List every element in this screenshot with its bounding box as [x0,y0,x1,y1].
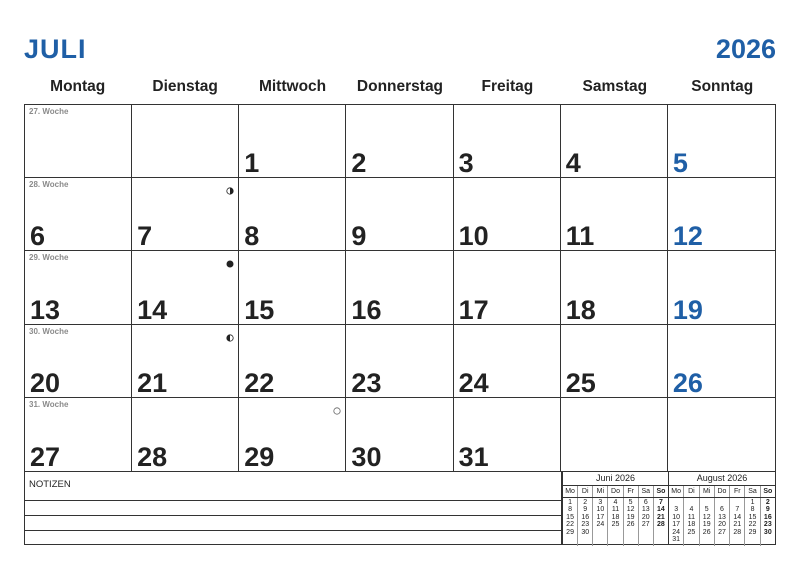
mini-day: 22 [748,521,757,529]
day-cell[interactable] [561,105,668,178]
mini-column [730,498,745,546]
day-number: 25 [565,367,596,398]
mini-day: 29 [566,528,574,536]
mini-weekday: Di [684,486,699,497]
mini-day: 2 [583,499,588,506]
day-number: 24 [458,367,489,398]
mini-day: 21 [733,521,742,529]
mini-day: 10 [596,506,605,514]
mini-day [715,499,729,506]
notes-line [25,515,561,516]
weekday-0: Montag [50,78,106,95]
last-quarter-moon-icon [226,329,234,337]
mini-weekday: Mi [593,486,608,497]
mini-day: 16 [763,513,772,521]
mini-day: 25 [611,521,620,529]
week-number-label: 30. Woche [29,326,69,336]
mini-column [700,498,715,546]
month-title: JULI [24,34,87,64]
day-number: 4 [565,148,581,179]
mini-weekday: Mo [669,486,684,497]
day-cell[interactable] [25,251,132,324]
day-number: 13 [30,294,61,325]
day-number: 26 [672,367,703,398]
mini-day [624,529,638,536]
day-cell[interactable] [25,105,132,178]
week-number-label: 31. Woche [29,399,69,409]
day-cell[interactable] [561,325,668,398]
weekday-3: Donnerstag [356,78,444,95]
mini-day [700,536,714,543]
notes-area [24,471,562,545]
mini-weekday: So [656,488,666,495]
day-number: 16 [351,294,382,325]
mini-day: 26 [626,521,635,529]
mini-day [730,536,744,543]
day-cell[interactable] [454,325,561,398]
mini-day [593,529,607,536]
mini-day: 12 [702,513,711,521]
day-cell[interactable] [454,178,561,251]
day-cell[interactable] [25,325,132,398]
mini-day: 8 [750,506,755,514]
day-number: 17 [458,294,489,325]
mini-day: 11 [611,506,620,514]
full-moon-icon [333,402,341,410]
day-cell[interactable] [561,178,668,251]
day-number: 15 [244,294,275,325]
mini-day: 11 [687,513,696,521]
day-cell[interactable] [561,398,668,471]
mini-day: 3 [598,499,603,506]
mini-day: 18 [687,521,696,529]
day-cell[interactable] [239,398,346,471]
mini-day: 15 [748,513,757,521]
mini-day [745,536,759,543]
mini-day [608,529,622,536]
mini-day: 10 [672,513,681,521]
mini-day: 6 [720,506,724,514]
weekday-4: Freitag [481,78,534,95]
day-number: 7 [137,221,153,252]
day-number: 12 [672,221,703,252]
day-cell[interactable] [346,325,453,398]
weekday-2: Mittwoch [258,78,327,95]
day-number: 28 [137,441,168,472]
weekday-5: Samstag [582,78,648,95]
day-number: 20 [30,367,61,398]
notes-label: NOTIZEN [29,479,71,490]
day-cell[interactable] [25,178,132,251]
mini-column [654,498,668,546]
day-cell[interactable] [346,178,453,251]
day-number: 21 [137,367,168,398]
mini-calendar-body [563,498,668,546]
mini-calendar-june [562,471,669,545]
weekday-6: Sonntag [691,78,754,95]
day-cell[interactable] [132,398,239,471]
day-cell[interactable] [239,105,346,178]
mini-column [639,498,654,546]
mini-weekday: Fr [624,486,639,497]
mini-day: 7 [658,499,663,506]
mini-weekday: Mi [700,486,715,497]
day-number: 30 [351,441,382,472]
year-title: 2026 [715,34,776,64]
mini-day: 13 [641,506,650,514]
mini-calendar-header [563,486,668,498]
mini-calendar-title: Juni 2026 [563,472,668,486]
mini-calendar-august [668,471,776,545]
mini-day: 18 [611,513,620,521]
day-number: 27 [30,441,61,472]
mini-calendar-header [669,486,775,498]
mini-day: 17 [672,521,681,529]
mini-day: 26 [702,528,711,536]
day-cell[interactable] [132,251,239,324]
mini-column [563,498,578,546]
day-cell[interactable] [668,105,775,178]
weekday-1: Dienstag [152,78,218,95]
day-number: 5 [672,148,688,179]
mini-day: 9 [583,506,588,514]
day-cell[interactable] [239,178,346,251]
day-number: 22 [244,367,275,398]
mini-day: 14 [733,513,742,521]
mini-day [700,499,714,506]
mini-day: 22 [566,521,574,529]
week-number-label: 29. Woche [29,253,69,263]
day-number: 31 [458,441,489,472]
mini-weekday: Mo [563,486,578,497]
mini-column [578,498,593,546]
mini-day: 3 [674,506,679,514]
mini-day: 4 [613,499,618,506]
mini-calendar-title: August 2026 [669,472,775,486]
day-cell[interactable] [132,105,239,178]
mini-day: 7 [735,506,740,514]
day-number: 6 [30,221,46,252]
week-number-label: 27. Woche [29,107,69,116]
mini-weekday: Sa [745,486,760,497]
day-cell[interactable] [454,105,561,178]
mini-day: 21 [657,513,665,521]
mini-column [745,498,760,546]
mini-day: 1 [568,499,573,506]
day-cell[interactable] [561,251,668,324]
mini-day [654,529,668,536]
mini-day: 29 [748,528,757,536]
mini-weekday: Fr [730,486,745,497]
day-cell[interactable] [454,251,561,324]
day-cell[interactable] [346,251,453,324]
mini-day: 30 [581,528,590,536]
mini-column [761,498,775,546]
mini-day [669,499,683,506]
mini-day: 5 [704,506,709,514]
notes-line [25,530,561,531]
mini-column [593,498,608,546]
mini-day [639,529,653,536]
day-number: 10 [458,221,489,252]
mini-day: 20 [718,521,726,529]
mini-day: 23 [763,521,772,529]
mini-day: 31 [672,535,681,543]
day-cell[interactable] [346,398,453,471]
mini-day: 28 [657,521,665,529]
mini-day: 19 [626,513,635,521]
mini-day: 15 [566,513,574,521]
week-number-label: 28. Woche [29,180,69,190]
day-cell[interactable] [346,105,453,178]
day-cell[interactable] [454,398,561,471]
mini-day: 27 [641,521,650,529]
calendar-grid [24,104,776,472]
mini-column [608,498,623,546]
day-number: 14 [137,294,168,325]
mini-day: 23 [581,521,590,529]
mini-column [624,498,639,546]
day-cell[interactable] [239,325,346,398]
mini-day: 28 [733,528,742,536]
mini-weekday: Sa [639,486,654,497]
mini-weekday: Di [578,486,593,497]
mini-day: 1 [750,499,755,506]
day-cell[interactable] [668,178,775,251]
mini-weekday: Do [715,486,730,497]
day-cell[interactable] [668,251,775,324]
day-cell[interactable] [25,398,132,471]
day-number: 18 [565,294,596,325]
day-number: 3 [458,148,474,179]
first-quarter-moon-icon [226,182,234,190]
mini-day: 17 [596,513,605,521]
weekday-header-row [24,78,776,104]
day-number: 1 [244,148,260,179]
day-number: 11 [565,221,595,252]
mini-column [684,498,699,546]
mini-day: 2 [765,499,770,506]
mini-day: 6 [643,499,648,506]
mini-day [761,536,775,543]
mini-weekday: Do [608,486,623,497]
day-number: 2 [351,148,367,179]
mini-column [715,498,730,546]
day-cell[interactable] [239,251,346,324]
mini-day: 30 [763,528,772,536]
day-cell[interactable] [668,325,775,398]
mini-day: 5 [628,499,633,506]
new-moon-icon [226,255,234,263]
mini-day [715,536,729,543]
mini-day [684,536,698,543]
mini-day: 20 [641,513,650,521]
mini-day: 9 [765,506,770,514]
mini-day: 24 [672,528,681,536]
day-cell[interactable] [132,178,239,251]
day-number: 8 [244,221,260,252]
mini-day: 24 [596,521,605,529]
mini-day: 14 [657,506,665,514]
mini-day: 25 [687,528,696,536]
notes-line [25,500,561,501]
mini-day: 4 [689,506,694,514]
day-number: 23 [351,367,382,398]
mini-day: 13 [718,513,726,521]
mini-day: 27 [718,528,726,536]
day-number: 19 [672,294,703,325]
mini-column [669,498,684,546]
day-number: 9 [351,221,367,252]
day-cell[interactable] [132,325,239,398]
mini-day: 16 [581,513,590,521]
day-number: 29 [244,441,275,472]
mini-day [684,499,698,506]
mini-day [730,499,744,506]
mini-day: 19 [702,521,711,529]
mini-weekday: So [763,488,773,495]
day-cell[interactable] [668,398,775,471]
mini-day: 12 [626,506,635,514]
mini-day: 8 [568,506,573,514]
mini-calendar-body [669,498,775,546]
